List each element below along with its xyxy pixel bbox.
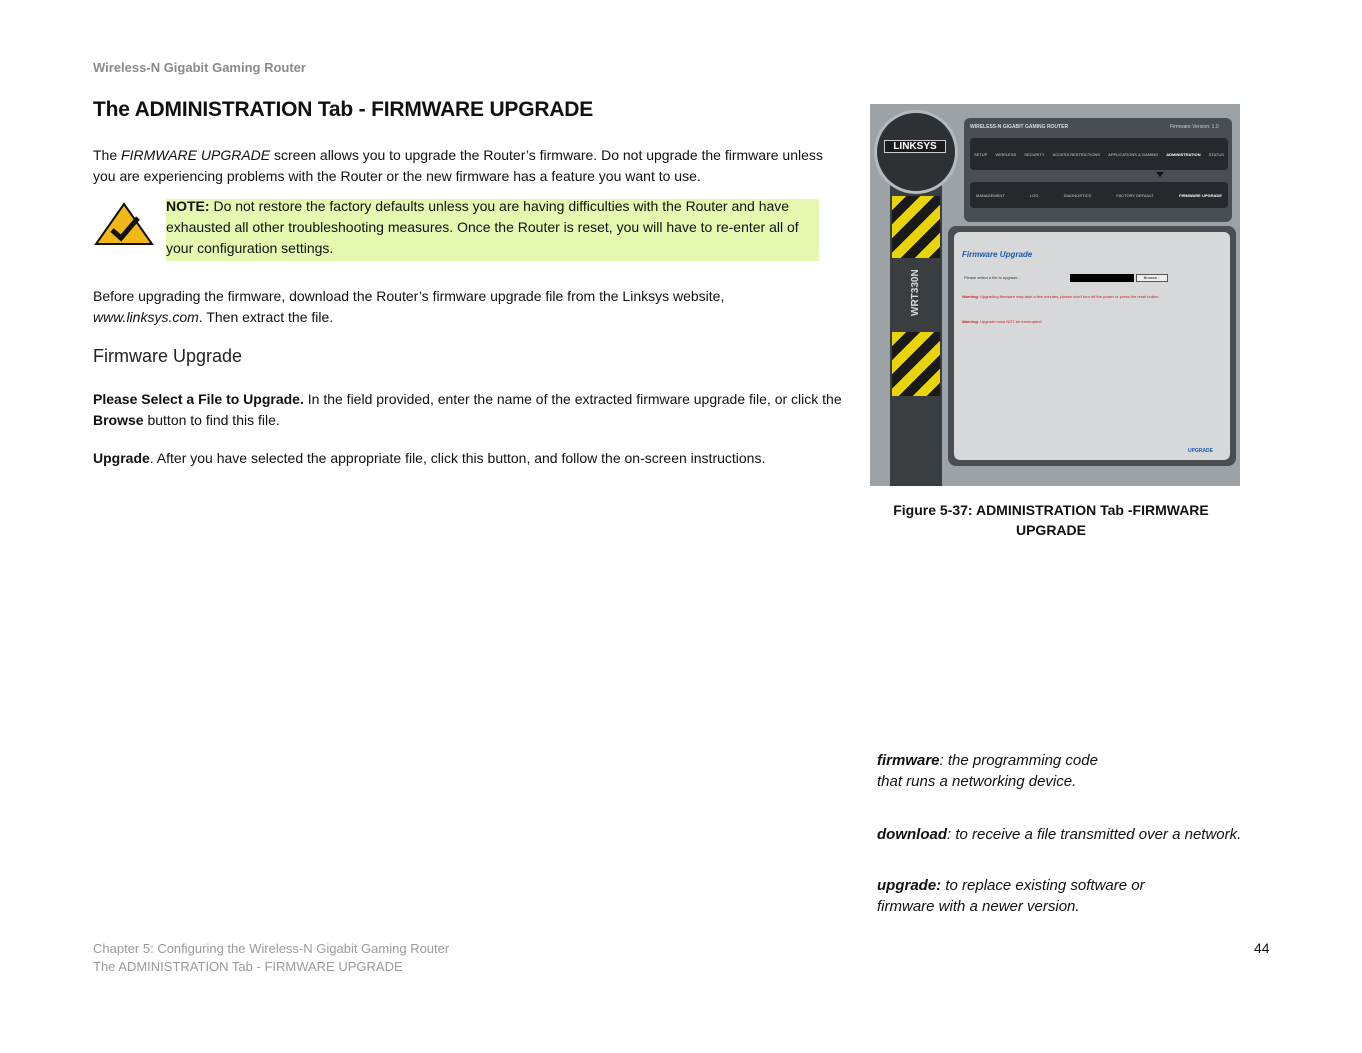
active-tab-arrow-icon xyxy=(1156,172,1164,177)
select-file-label: Please select a file to upgrade : xyxy=(964,275,1020,280)
subtab-diagnostics[interactable]: DIAGNOSTICS xyxy=(1063,192,1092,198)
tab-wireless[interactable]: WIRELESS xyxy=(995,151,1017,157)
main-tab-bar xyxy=(970,138,1228,170)
upgrade-button[interactable]: UPGRADE xyxy=(1188,448,1214,454)
router-content-inner xyxy=(954,232,1230,460)
upgrade-paragraph: Upgrade. After you have selected the appropriate file, click this button, and follow the on-screen instructions. xyxy=(93,450,766,466)
tab-status[interactable]: STATUS xyxy=(1208,151,1224,157)
file-path-input[interactable] xyxy=(1070,274,1134,282)
glossary-term: upgrade: xyxy=(877,877,942,894)
intro-paragraph: The FIRMWARE UPGRADE screen allows you to upgrade the Router’s firmware. Do not upgrade the firmware unless you are experiencing problems with the Router or the new firmware has a feature you want to use. xyxy=(93,147,823,184)
linksys-logo: LINKSYS xyxy=(884,140,946,153)
tab-setup[interactable]: SETUP xyxy=(974,151,988,157)
select-file-term: Please Select a File to Upgrade. xyxy=(93,391,304,407)
note-label: NOTE: xyxy=(166,198,210,214)
glossary-term: firmware xyxy=(877,752,940,769)
subtab-factory-default[interactable]: FACTORY DEFAULT xyxy=(1116,192,1154,198)
glossary-term: download xyxy=(877,826,947,843)
firmware-version: Firmware Version: 1.0 xyxy=(1170,124,1219,130)
warning-message-2: Warning: Upgrade must NOT be interrupted! xyxy=(962,319,1042,324)
select-file-paragraph: Please Select a File to Upgrade. In the field provided, enter the name of the extracted firmware upgrade file, or click the Browse button to find this file. xyxy=(93,391,842,428)
warning-message-1: Warning: Upgrading firmware may take a few minutes, please don't turn off the power or press the reset button. xyxy=(962,294,1160,299)
subtab-log[interactable]: LOG xyxy=(1029,192,1039,198)
footer-chapter: Chapter 5: Configuring the Wireless-N Gigabit Gaming Router xyxy=(93,941,450,956)
hazard-stripe-bottom xyxy=(892,332,940,396)
subsection-heading: Firmware Upgrade xyxy=(93,346,243,366)
figure-caption: Figure 5-37: ADMINISTRATION Tab -FIRMWARE UPGRADE xyxy=(893,502,1209,538)
tab-security[interactable]: SECURITY xyxy=(1024,151,1045,157)
browse-button[interactable]: Browse... xyxy=(1136,274,1168,282)
page-number: 44 xyxy=(1254,940,1270,956)
glossary-firmware: firmware: the programming code that runs a networking device. xyxy=(877,752,1098,790)
tab-applications-gaming[interactable]: APPLICATIONS & GAMING xyxy=(1108,151,1159,157)
hazard-stripe-top xyxy=(892,196,940,258)
glossary-download: download: to receive a file transmitted over a network. xyxy=(877,826,1242,843)
screen-name: FIRMWARE UPGRADE xyxy=(121,147,271,163)
running-header: Wireless-N Gigabit Gaming Router xyxy=(93,60,306,75)
subtab-management[interactable]: MANAGEMENT xyxy=(976,192,1005,198)
tab-access-restrictions[interactable]: ACCESS RESTRICTIONS xyxy=(1052,151,1101,157)
glossary-upgrade: upgrade: to replace existing software or firmware with a newer version. xyxy=(877,877,1145,915)
router-screenshot-figure xyxy=(870,104,1240,486)
page-footer xyxy=(93,940,449,976)
before-paragraph: Before upgrading the firmware, download the Router’s firmware upgrade file from the Linksys website, www.linksys.com. Then extract the file. xyxy=(93,288,725,325)
sub-tab-bar xyxy=(970,182,1228,208)
subtab-firmware-upgrade[interactable]: FIRMWARE UPGRADE xyxy=(1179,192,1222,198)
note-text: NOTE: Do not restore the factory defaults unless you are having difficulties with the Router and have exhausted all other troubleshooting measures. Once the Router is reset, you will have to re-enter all of your configuration settings. xyxy=(166,198,799,256)
product-name: WIRELESS-N GIGABIT GAMING ROUTER xyxy=(970,124,1069,130)
tab-administration[interactable]: ADMINISTRATION xyxy=(1166,151,1201,157)
model-label: WRT330N xyxy=(910,269,921,317)
upgrade-term: Upgrade xyxy=(93,450,150,466)
footer-section: The ADMINISTRATION Tab - FIRMWARE UPGRADE xyxy=(93,959,403,974)
browse-term: Browse xyxy=(93,412,144,428)
warning-triangle-icon xyxy=(94,202,154,246)
page-title: The ADMINISTRATION Tab - FIRMWARE UPGRADE xyxy=(93,98,594,121)
linksys-url-link[interactable]: www.linksys.com xyxy=(93,309,199,325)
panel-title: Firmware Upgrade xyxy=(962,250,1033,259)
